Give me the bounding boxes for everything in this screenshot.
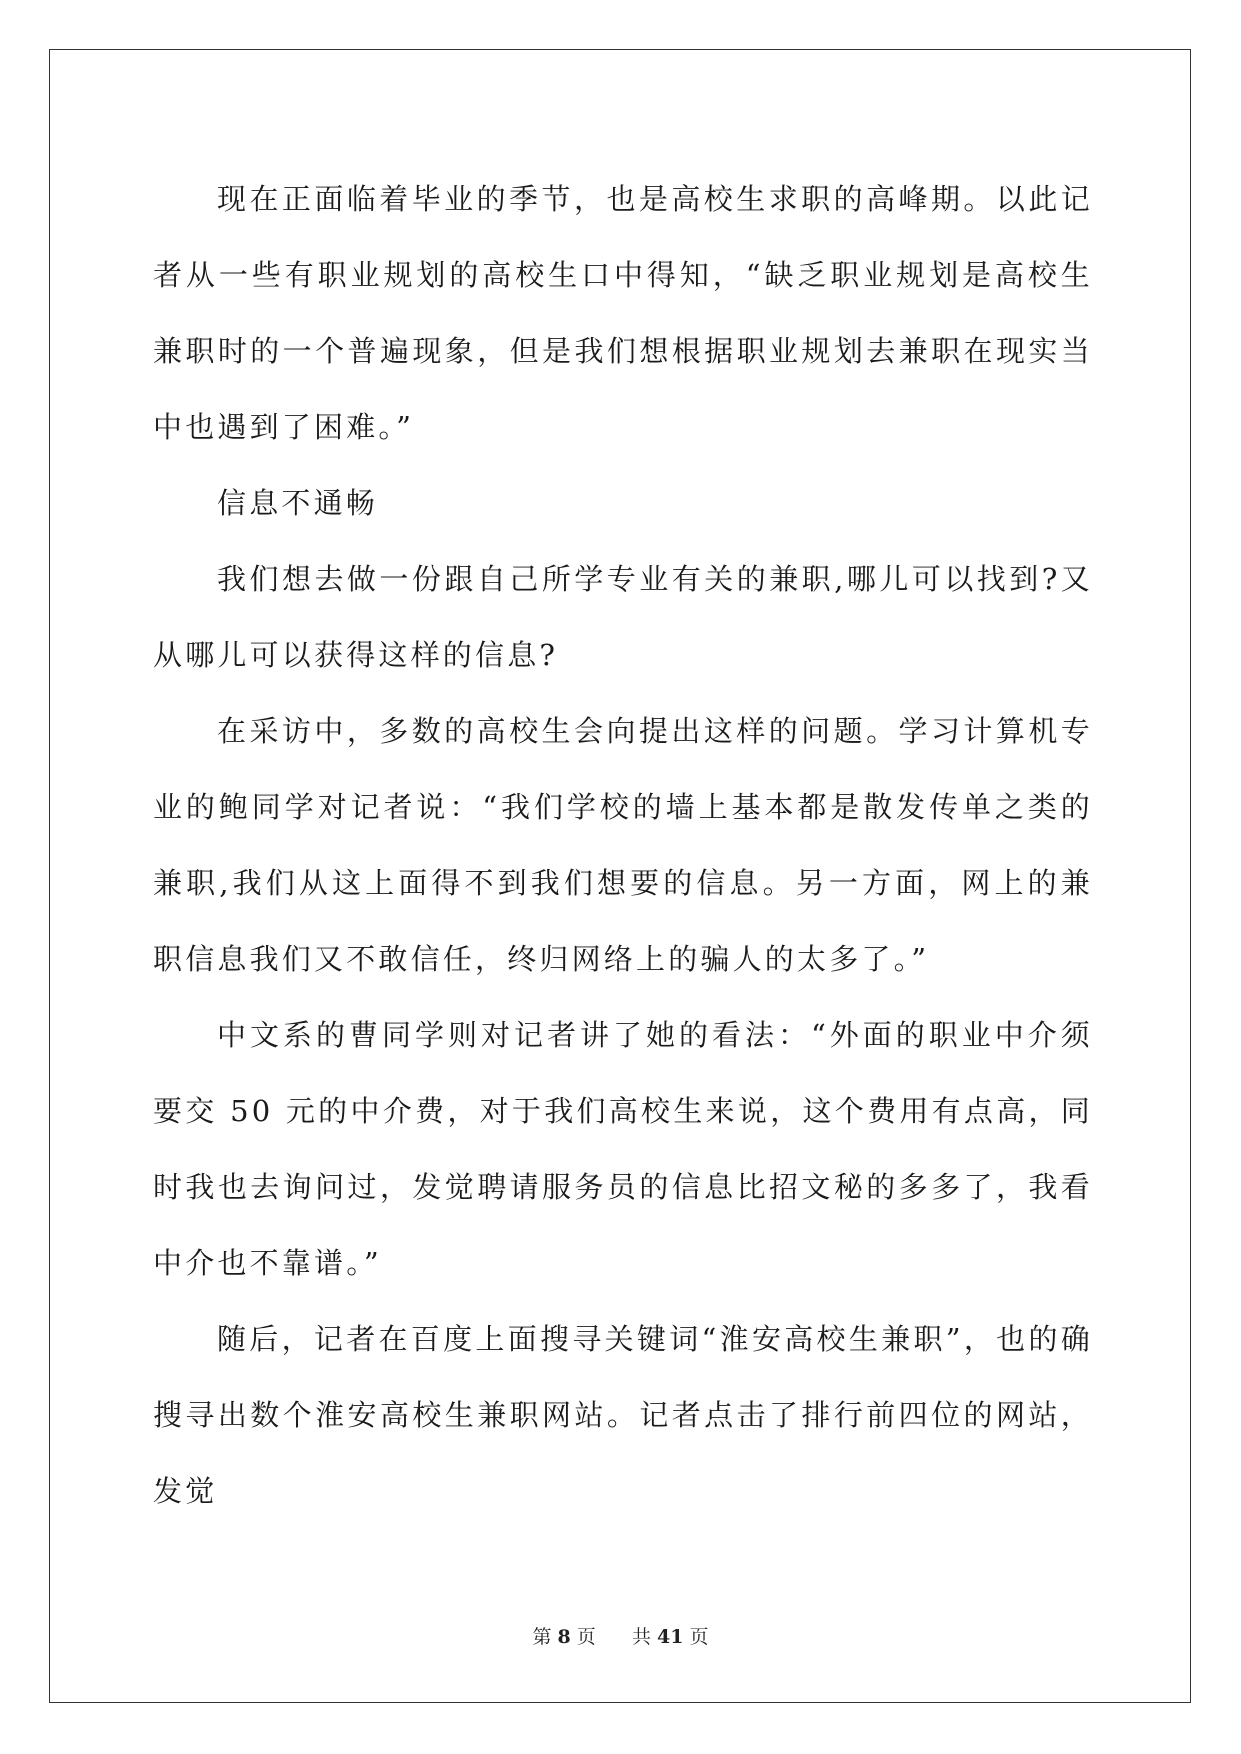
section-heading: 信息不通畅 xyxy=(217,486,379,520)
paragraph: 现在正面临着毕业的季节，也是高校生求职的高峰期。以此记者从一些有职业规划的高校生口中得知，“缺乏职业规划是高校生兼职时的一个普遍现象，但是我们想根据职业规划去兼职在现实当中也遇到了困难。” xyxy=(153,182,1093,444)
paragraph: 中文系的曹同学则对记者讲了她的看法：“外面的职业中介须要交 50 元的中介费，对于我们高校生来说，这个费用有点高，同时我也去询问过，发觉聘请服务员的信息比招文秘的多多了，我看中介也不靠谱。” xyxy=(153,1018,1093,1280)
page-number: 8 xyxy=(557,1626,571,1648)
page-prefix: 第 xyxy=(532,1626,552,1648)
page-footer xyxy=(0,1622,1241,1649)
page-suffix: 页 xyxy=(576,1626,596,1648)
paragraph: 随后，记者在百度上面搜寻关键词“淮安高校生兼职”，也的确搜寻出数个淮安高校生兼职网站。记者点击了排行前四位的网站，发觉 xyxy=(153,1322,1093,1508)
total-pages: 41 xyxy=(656,1626,684,1648)
total-prefix: 共 xyxy=(631,1626,651,1648)
paragraph: 我们想去做一份跟自己所学专业有关的兼职,哪儿可以找到?又从哪儿可以获得这样的信息? xyxy=(153,562,1093,672)
total-suffix: 页 xyxy=(689,1626,709,1648)
document-body xyxy=(153,161,1093,1529)
total-indicator xyxy=(629,1626,711,1648)
page-indicator xyxy=(530,1626,599,1648)
paragraph: 在采访中，多数的高校生会向提出这样的问题。学习计算机专业的鲍同学对记者说：“我们学校的墙上基本都是散发传单之类的兼职,我们从这上面得不到我们想要的信息。另一方面，网上的兼职信息我们又不敢信任，终归网络上的骗人的太多了。” xyxy=(153,714,1093,976)
